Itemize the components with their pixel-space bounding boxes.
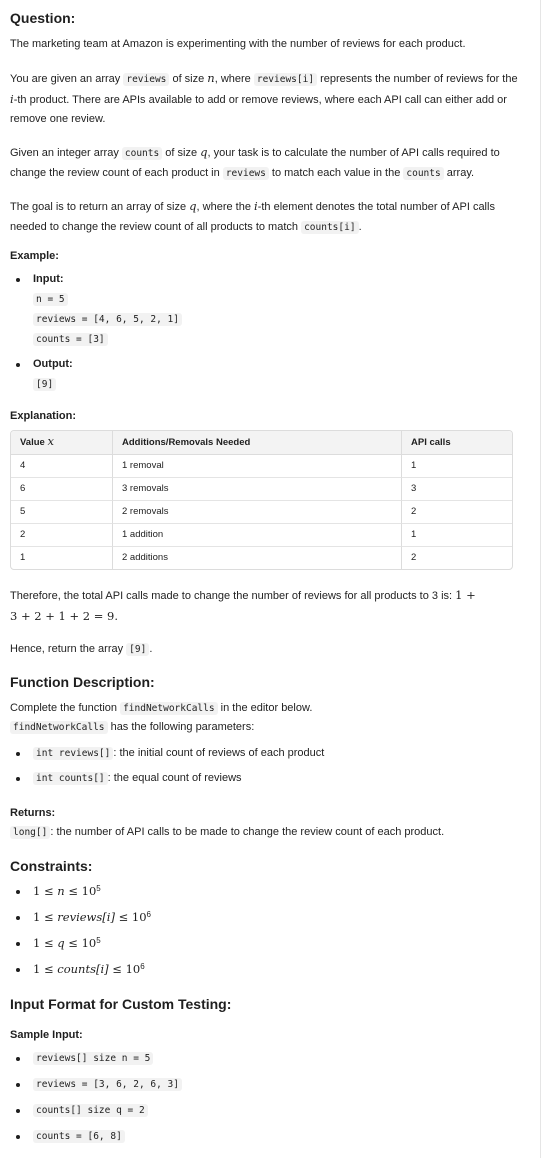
example-heading: Example: <box>10 250 59 262</box>
var-q: q <box>200 145 208 159</box>
intro-paragraph: The marketing team at Amazon is experimenting with the number of reviews for each product. <box>10 38 466 50</box>
code-reviews: reviews <box>223 167 269 180</box>
bullet <box>16 1083 20 1087</box>
sample-input-line: reviews = [3, 6, 2, 6, 3] <box>33 1078 182 1091</box>
returns-heading: Returns: <box>10 807 56 819</box>
cell-calls: 2 <box>401 547 512 569</box>
code-reviews: reviews <box>123 73 169 86</box>
cell-value: 5 <box>11 501 112 524</box>
input-line: counts = [3] <box>33 333 108 346</box>
table-row <box>11 478 512 501</box>
cell-changes: 1 removal <box>112 455 401 478</box>
bullet <box>16 1109 20 1113</box>
bullet <box>16 942 20 946</box>
code-counts-i: counts[i] <box>301 221 358 234</box>
therefore-paragraph: Therefore, the total API calls made to change the number of reviews for all products to 3 is: 1 + 3 + 2 + 1 + 2 = 9. <box>10 588 476 623</box>
table-row <box>11 501 512 524</box>
var-x: x <box>47 434 54 449</box>
var-i: i <box>254 199 258 213</box>
input-line: reviews = [4, 6, 5, 2, 1] <box>33 313 182 326</box>
bullet <box>16 1057 20 1061</box>
code-counts: counts <box>403 167 443 180</box>
scrollbar[interactable] <box>534 0 544 1158</box>
code-counts: counts <box>122 147 162 160</box>
function-description-line: Complete the function findNetworkCalls in the editor below. <box>10 702 313 714</box>
paragraph-counts-array: Given an integer array counts of size q, your task is to calculate the number of API calls required to change the review count of each product in reviews to match each value in the counts array. <box>10 145 500 179</box>
cell-value: 4 <box>11 455 112 478</box>
cell-calls: 1 <box>401 524 512 547</box>
constraint-item: $1 \le n \le 10^5$ <box>33 884 101 898</box>
function-params-line: findNetworkCalls has the following parameters: <box>10 718 520 738</box>
sample-input-line: counts[] size q = 2 <box>33 1104 148 1117</box>
output-value: [9] <box>33 378 56 391</box>
cell-calls: 1 <box>401 455 512 478</box>
cell-changes: 2 removals <box>112 501 401 524</box>
cell-value: 1 <box>20 552 26 564</box>
function-name: findNetworkCalls <box>120 702 218 715</box>
param-code: int counts[] <box>33 772 108 785</box>
return-type: long[] <box>10 826 50 839</box>
explanation-table <box>10 430 513 570</box>
table-row <box>11 524 512 547</box>
param-item: int reviews[] : the initial count of reviews of each product <box>33 744 324 764</box>
bullet <box>16 968 20 972</box>
sample-input-heading: Sample Input: <box>10 1029 83 1041</box>
cell-calls: 2 <box>401 501 512 524</box>
constraint-item: 1 ≤ reviews[i] ≤ $10^6$ <box>33 910 151 924</box>
sample-input-line: counts = [6, 8] <box>33 1130 125 1143</box>
cell-calls: 3 <box>401 478 512 501</box>
bullet <box>16 363 20 367</box>
table-row <box>11 547 512 569</box>
table-header-row <box>11 431 512 455</box>
return-value: [9] <box>126 643 149 656</box>
sum-expression: 3 + 2 + 1 + 2 = 9. <box>10 608 119 623</box>
constraint-item: $1 \le q \le 10^5$ <box>33 936 101 950</box>
input-line: n = 5 <box>33 293 68 306</box>
var-i: i <box>10 91 14 106</box>
bullet <box>16 1135 20 1139</box>
constraints-heading: Constraints: <box>10 858 93 874</box>
param-code: int reviews[] <box>33 747 113 760</box>
var-q: q <box>189 199 197 213</box>
input-label: Input: <box>33 273 64 285</box>
bullet <box>16 916 20 920</box>
header-changes: Additions/Removals Needed <box>112 431 401 455</box>
code-reviews-i: reviews[i] <box>254 73 317 86</box>
bullet <box>16 278 20 282</box>
scrollbar-track[interactable] <box>540 0 541 1158</box>
header-api-calls: API calls <box>401 431 512 455</box>
var-n: n <box>207 71 215 85</box>
output-label: Output: <box>33 358 73 370</box>
sum-expression: 1 + <box>455 588 476 602</box>
header-value: Value x <box>11 431 112 455</box>
bullet <box>16 752 20 756</box>
paragraph-goal: The goal is to return an array of size q, where the i-th element denotes the total number of API calls needed to change the review count of all products to match counts[i] . <box>10 199 495 233</box>
question-heading: Question: <box>10 10 76 26</box>
bullet <box>16 777 20 781</box>
returns-line: long[] : the number of API calls to be made to change the review count of each product. <box>10 823 520 843</box>
sample-input-line: reviews[] size n = 5 <box>33 1052 153 1065</box>
hence-paragraph: Hence, return the array [9] . <box>10 643 153 655</box>
paragraph-reviews-array: You are given an array reviews of size n, where reviews[i] represents the number of reviews for the i-th product. There are APIs available to add or remove reviews, where each API call can either add or remove one review. <box>10 71 518 125</box>
explanation-heading: Explanation: <box>10 410 77 422</box>
cell-value: 2 <box>11 524 112 547</box>
cell-changes: 3 removals <box>112 478 401 501</box>
cell-value: 6 <box>11 478 112 501</box>
function-name: findNetworkCalls <box>10 721 108 734</box>
param-item: int counts[] : the equal count of reviews <box>33 769 242 789</box>
function-description-heading: Function Description: <box>10 674 155 690</box>
bullet <box>16 890 20 894</box>
cell-changes: 2 additions <box>112 547 401 569</box>
constraint-item: 1 ≤ counts[i] ≤ $10^6$ <box>33 962 145 976</box>
cell-changes: 1 addition <box>112 524 401 547</box>
table-row <box>11 455 512 478</box>
input-format-heading: Input Format for Custom Testing: <box>10 996 232 1012</box>
